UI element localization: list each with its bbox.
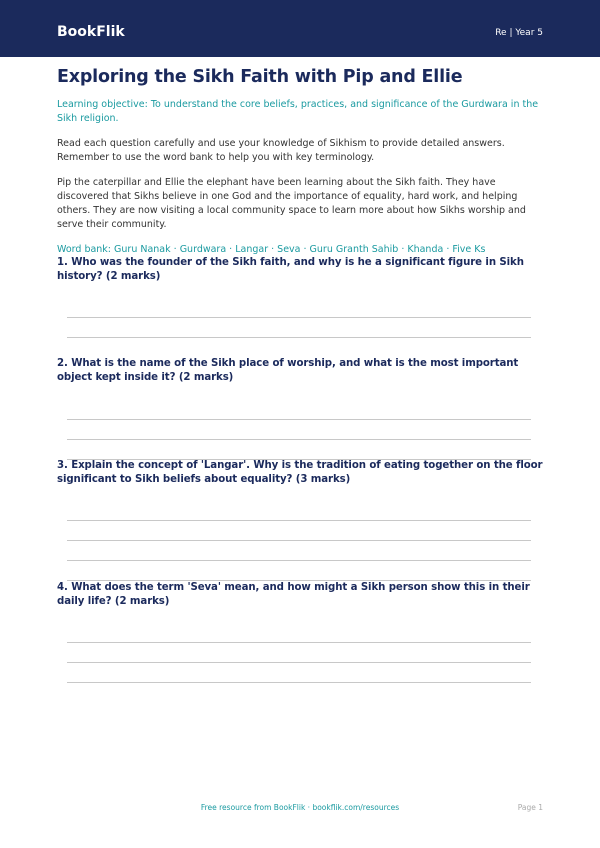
brand-logo-text: BookFlik — [57, 24, 125, 40]
page-footer — [0, 802, 600, 816]
instructions-paragraph: Read each question carefully and use your knowledge of Sikhism to provide detailed answers. Remember to use the word bank to help you with key terminology. — [57, 138, 505, 163]
question-text: 2. What is the name of the Sikh place of worship, and what is the most important object kept inside it? (2 marks) — [57, 358, 519, 383]
question-3 — [57, 459, 547, 487]
question-text: 4. What does the term 'Seva' mean, and how might a Sikh person show this in their daily life? (2 marks) — [57, 582, 530, 607]
answer-line[interactable] — [67, 419, 531, 420]
question-1 — [57, 256, 547, 284]
answer-line[interactable] — [67, 520, 531, 521]
answer-line[interactable] — [67, 662, 531, 663]
answer-line[interactable] — [67, 540, 531, 541]
answer-line[interactable] — [67, 439, 531, 440]
question-text: 1. Who was the founder of the Sikh faith, and why is he a significant figure in Sikh history? (2 marks) — [57, 257, 524, 282]
subject-year-label: Re | Year 5 — [495, 28, 543, 38]
answer-line[interactable] — [67, 682, 531, 683]
story-paragraph: Pip the caterpillar and Ellie the elephant have been learning about the Sikh faith. They have discovered that Sikhs believe in one God and the importance of equality, hard work, and helping others. They are now visiting a local community space to learn more about how Sikhs worship and serve their community. — [57, 177, 526, 230]
answer-line[interactable] — [67, 560, 531, 561]
word-bank: Word bank: Guru Nanak · Gurdwara · Langar · Seva · Guru Granth Sahib · Khanda · Five Ks — [57, 244, 486, 255]
question-4 — [57, 581, 547, 609]
answer-line[interactable] — [67, 642, 531, 643]
page-number: Page 1 — [517, 803, 543, 812]
footer-credit-link[interactable]: Free resource from BookFlik · bookflik.com/resources — [200, 803, 400, 812]
answer-line[interactable] — [67, 337, 531, 338]
intro-section — [57, 66, 543, 257]
learning-objective: Learning objective: To understand the core beliefs, practices, and significance of the Gurdwara in the Sikh religion. — [57, 99, 539, 124]
page-header — [0, 0, 600, 57]
worksheet-title: Exploring the Sikh Faith with Pip and Ellie — [57, 67, 463, 87]
answer-line[interactable] — [67, 317, 531, 318]
question-text: 3. Explain the concept of 'Langar'. Why is the tradition of eating together on the floor significant to Sikh beliefs about equality? (3 marks) — [57, 460, 543, 485]
question-2 — [57, 357, 547, 385]
